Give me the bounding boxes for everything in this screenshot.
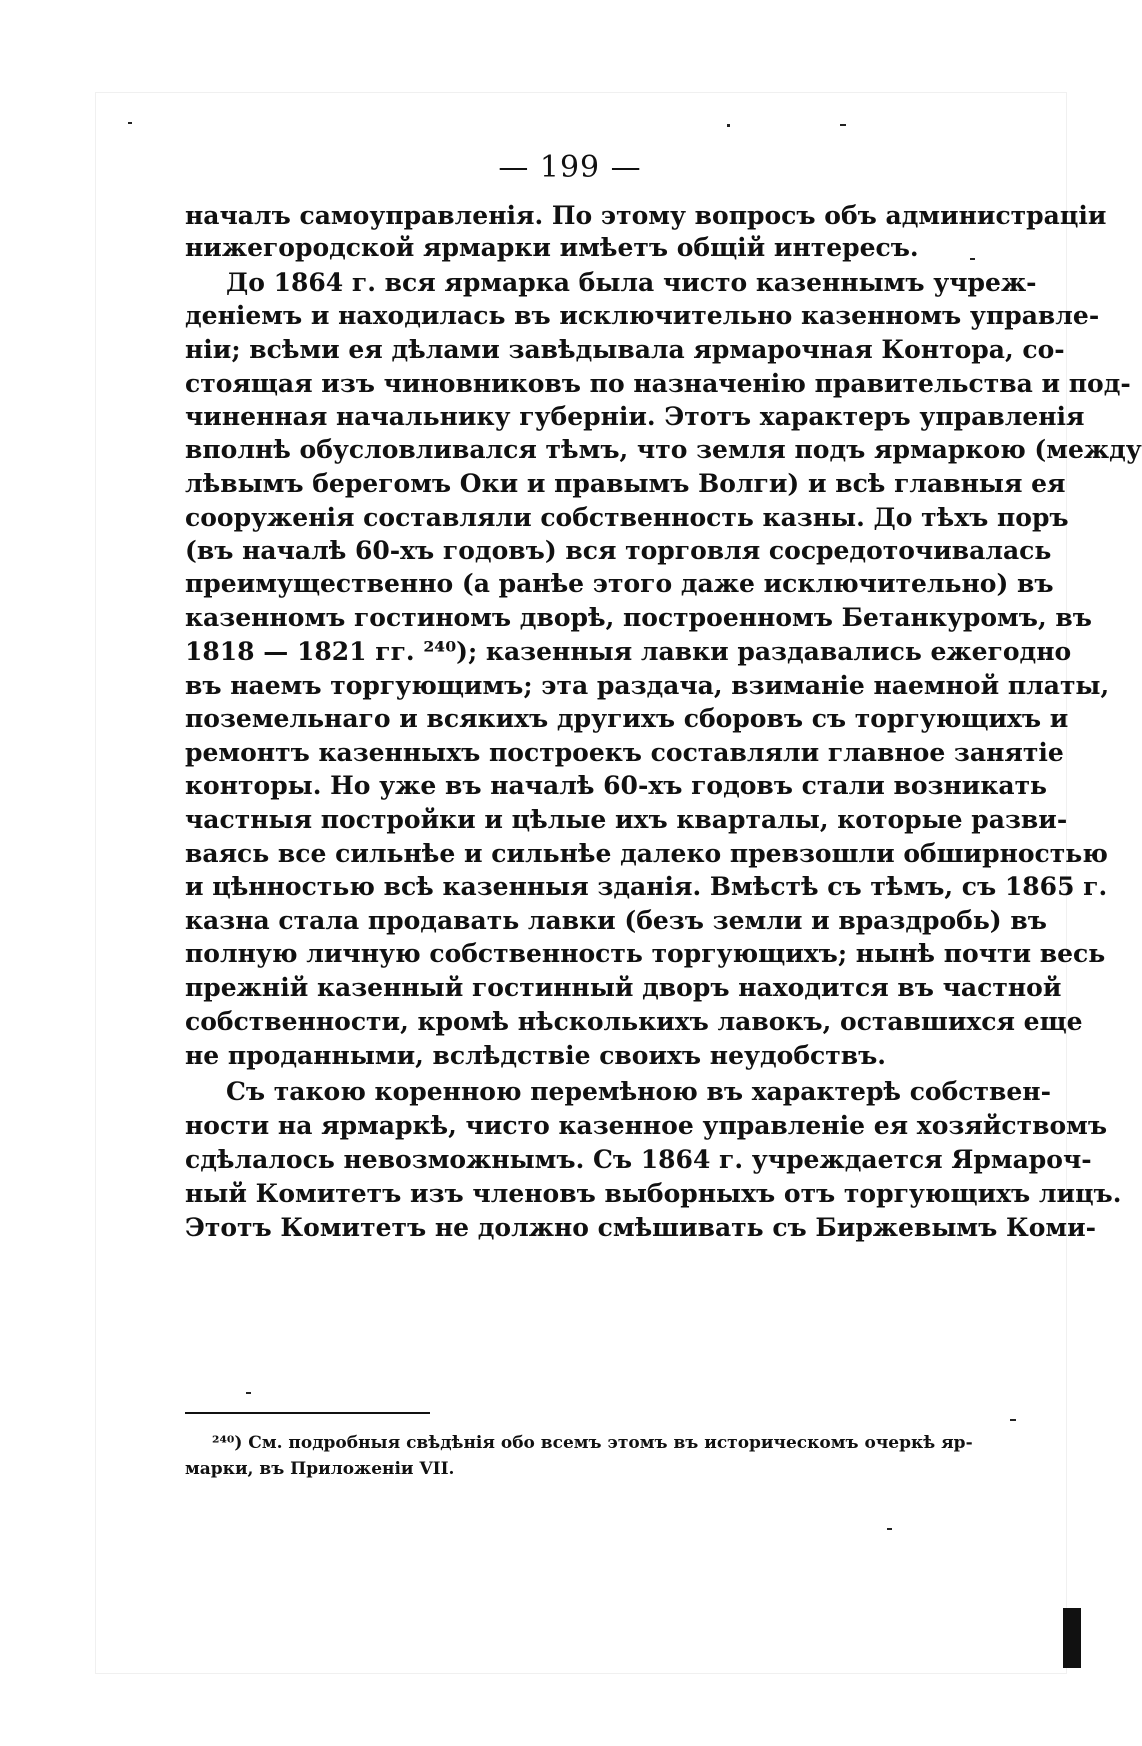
scan-speck — [128, 122, 132, 124]
text-line: (въ началѣ 60-хъ годовъ) вся торговля сосредоточивалась — [185, 536, 1052, 565]
text-line: До 1864 г. вся ярмарка была чисто казеннымъ учреж- — [226, 268, 1037, 297]
text-line: конторы. Но уже въ началѣ 60-хъ годовъ стали возникать — [185, 771, 1048, 800]
text-line: стоящая изъ чиновниковъ по назначенію правительства и под- — [185, 369, 1131, 398]
scan-speck — [840, 124, 846, 126]
text-line: казна стала продавать лавки (безъ земли и враздробь) въ — [185, 906, 1047, 935]
text-line: лѣвымъ берегомъ Оки и правымъ Волги) и всѣ главныя ея — [185, 469, 1066, 498]
text-line: не проданными, вслѣдствіе своихъ неудобствъ. — [185, 1041, 886, 1070]
scan-speck — [246, 1392, 251, 1394]
text-line: ный Комитетъ изъ членовъ выборныхъ отъ торгующихъ лицъ. — [185, 1179, 1122, 1208]
text-line: вполнѣ обусловливался тѣмъ, что земля подъ ярмаркою (между — [185, 435, 1142, 464]
text-line: сооруженія составляли собственность казны. До тѣхъ поръ — [185, 503, 1069, 532]
text-line: чиненная начальнику губерніи. Этотъ характеръ управленія — [185, 402, 1085, 431]
text-line: Съ такою коренною перемѣною въ характерѣ собствен- — [226, 1077, 1051, 1106]
text-line: преимущественно (а ранѣе этого даже исключительно) въ — [185, 569, 1054, 598]
text-line: частныя постройки и цѣлые ихъ кварталы, которые разви- — [185, 805, 1068, 834]
text-line: поземельнаго и всякихъ другихъ сборовъ съ торгующихъ и — [185, 704, 1069, 733]
text-line: ности на ярмаркѣ, чисто казенное управленіе ея хозяйствомъ — [185, 1111, 1108, 1140]
text-line: нижегородской ярмарки имѣетъ общій интересъ. — [185, 233, 919, 262]
text-line: ніи; всѣми ея дѣлами завѣдывала ярмарочная Контора, со- — [185, 335, 1065, 364]
text-line: и цѣнностью всѣ казенныя зданія. Вмѣстѣ съ тѣмъ, съ 1865 г. — [185, 872, 1108, 901]
text-line: Этотъ Комитетъ не должно смѣшивать съ Биржевымъ Коми- — [185, 1213, 1097, 1242]
text-line: деніемъ и находилась въ исключительно казенномъ управле- — [185, 301, 1100, 330]
text-line: сдѣлалось невозможнымъ. Съ 1864 г. учреждается Ярмароч- — [185, 1145, 1092, 1174]
scan-edge-mark — [1063, 1608, 1081, 1668]
footnote-rule — [185, 1412, 430, 1414]
text-line: собственности, кромѣ нѣсколькихъ лавокъ, оставшихся еще — [185, 1007, 1083, 1036]
footnote-line: ²⁴⁰) См. подробныя свѣдѣнія обо всемъ этомъ въ историческомъ очеркѣ яр- — [212, 1433, 973, 1453]
text-line: ремонтъ казенныхъ построекъ составляли главное занятіе — [185, 738, 1064, 767]
text-line: началъ самоуправленія. По этому вопросъ объ администраціи — [185, 201, 1107, 230]
scan-speck — [727, 124, 730, 127]
scan-speck — [887, 1528, 892, 1530]
page-number: — 199 — — [498, 150, 642, 185]
text-line: ваясь все сильнѣе и сильнѣе далеко превзошли обширностью — [185, 839, 1108, 868]
text-line: казенномъ гостиномъ дворѣ, построенномъ Бетанкуромъ, въ — [185, 603, 1092, 632]
scan-speck — [1010, 1419, 1016, 1421]
text-line: 1818 — 1821 гг. ²⁴⁰); казенныя лавки раздавались ежегодно — [185, 637, 1072, 666]
scan-speck — [970, 258, 975, 260]
text-line: полную личную собственность торгующихъ; нынѣ почти весь — [185, 939, 1106, 968]
footnote-line: марки, въ Приложеніи VII. — [185, 1459, 455, 1479]
text-line: въ наемъ торгующимъ; эта раздача, взиманіе наемной платы, — [185, 671, 1110, 700]
text-line: прежній казенный гостинный дворъ находится въ частной — [185, 973, 1062, 1002]
